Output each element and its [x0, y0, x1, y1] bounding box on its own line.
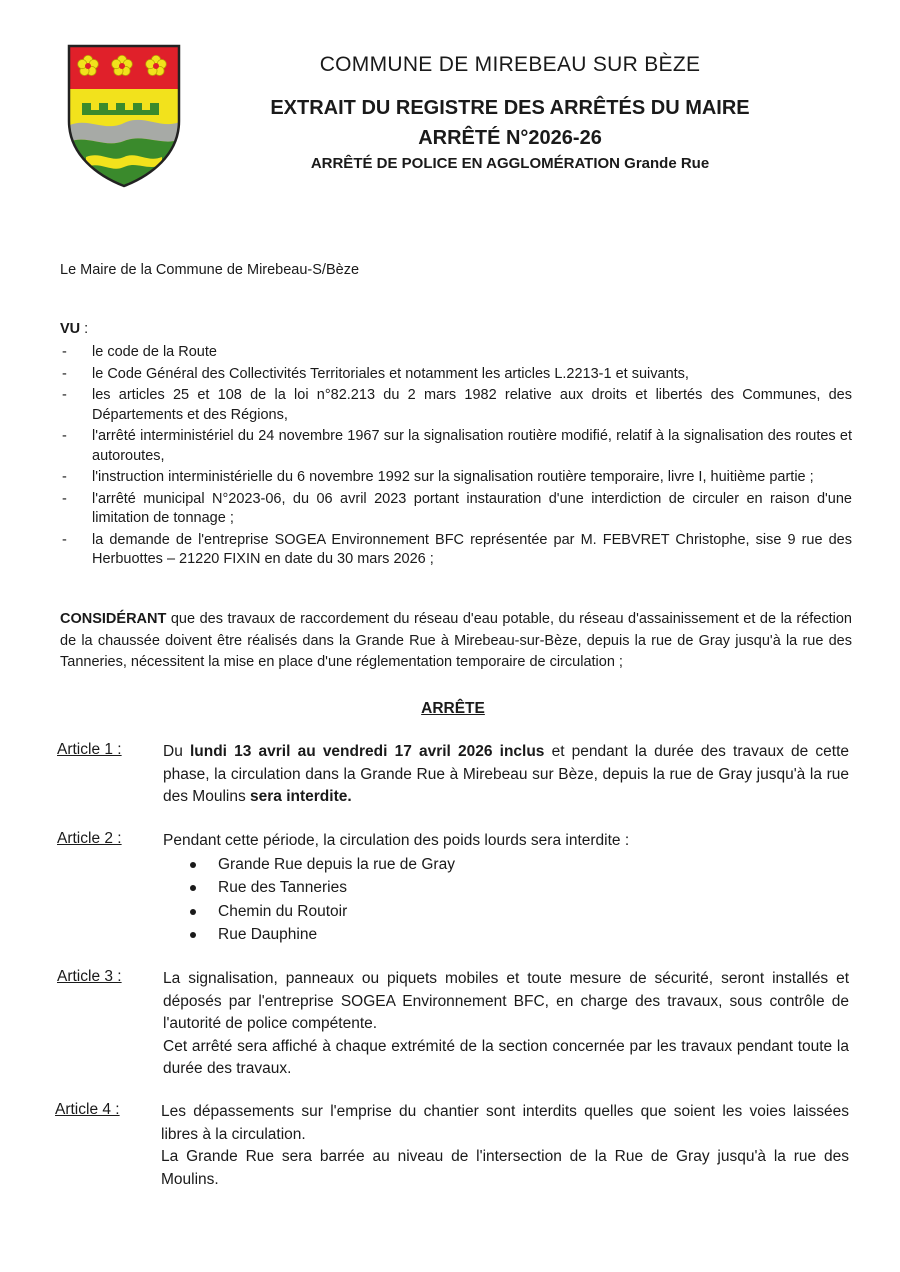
article-2-label: Article 2 : [57, 830, 122, 847]
vu-item: - le Code Général des Collectivités Territoriales et notamment les articles L.2213-1 et suivants, [62, 365, 689, 382]
considerant-label: CONSIDÉRANT [60, 611, 167, 627]
intro-line: Le Maire de la Commune de Mirebeau-S/Bèze [60, 262, 360, 278]
list-item: Grande Rue depuis la rue de Gray [190, 853, 849, 877]
article-2-body: Pendant cette période, la circulation des poids lourds sera interdite : Grande Rue depuis la rue de Gray Rue des Tanneries Chemin du Routoir Rue Dauphine [163, 830, 849, 947]
vu-item: - les articles 25 et 108 de la loi n°82.213 du 2 mars 1982 relative aux droits et libertés des Communes, des Départements et des Régions, [62, 387, 852, 423]
heavy-vehicle-streets-list [163, 853, 849, 947]
arrete-heading: ARRÊTE [421, 700, 485, 717]
vu-item: - la demande de l'entreprise SOGEA Environnement BFC représentée par M. FEBVRET Christophe, sise 9 rue des Herbuottes – 21220 FIXIN en date du 30 mars 2026 ; [62, 531, 852, 567]
article-4-label: Article 4 : [55, 1101, 120, 1118]
article-1-body: Du lundi 13 avril au vendredi 17 avril 2026 inclus et pendant la durée des travaux de cette phase, la circulation dans la Grande Rue à Mirebeau sur Bèze, depuis la rue de Gray jusqu'à la rue des Moulins sera interdite. [163, 743, 849, 805]
vu-list [60, 343, 852, 572]
vu-label: VU [60, 321, 81, 337]
list-item: Rue des Tanneries [190, 876, 849, 900]
considerant-text: que des travaux de raccordement du réseau d'eau potable, du réseau d'assainissement et de la réfection de la chaussée doivent être réalisés dans la Grande Rue à Mirebeau-sur-Bèze, depuis la rue de Gray jusqu'à la rue des Tanneries, nécessitent la mise en place d'une réglementation temporaire de circulation ; [60, 611, 852, 670]
vu-heading [60, 321, 88, 337]
commune-name: COMMUNE DE MIREBEAU SUR BÈZE [319, 53, 701, 76]
article-3-label: Article 3 : [57, 968, 122, 985]
document-title: EXTRAIT DU REGISTRE DES ARRÊTÉS DU MAIRE [270, 97, 750, 119]
vu-item: - l'arrêté municipal N°2023-06, du 06 avril 2023 portant instauration d'une interdiction de circuler en raison d'une limitation de tonnage ; [62, 490, 852, 526]
vu-suffix: : [80, 321, 89, 337]
arrete-number: ARRÊTÉ N°2026-26 [418, 127, 602, 149]
vu-item: - l'instruction interministérielle du 6 novembre 1992 sur la signalisation routière temporaire, livre I, huitième partie ; [62, 469, 814, 485]
commune-crest-logo [66, 43, 182, 189]
article-4-body: Les dépassements sur l'emprise du chantier sont interdits quelles que soient les voies laissées libres à la circulation. La Grande Rue sera barrée au niveau de l'intersection de la Rue de Gray jusqu'à la rue des Moulins. [161, 1103, 849, 1188]
vu-item: - le code de la Route [62, 344, 217, 360]
list-item: Chemin du Routoir [190, 900, 849, 924]
arrete-subtitle: ARRÊTÉ DE POLICE EN AGGLOMÉRATION Grande Rue [310, 155, 710, 172]
article-1-label: Article 1 : [57, 741, 122, 758]
vu-item: - l'arrêté interministériel du 24 novembre 1967 sur la signalisation routière modifié, relatif à la signalisation des routes et autoroutes, [62, 428, 852, 464]
list-item: Rue Dauphine [190, 923, 849, 947]
article-3-body: La signalisation, panneaux ou piquets mobiles et toute mesure de sécurité, seront installés et déposés par l'entreprise SOGEA Environnement BFC, en charge des travaux, sous contrôle de l'autorité de police compétente. Cet arrêté sera affiché à chaque extrémité de la section concernée par les travaux pendant toute la durée des travaux. [163, 970, 849, 1077]
considerant-paragraph [60, 609, 852, 674]
